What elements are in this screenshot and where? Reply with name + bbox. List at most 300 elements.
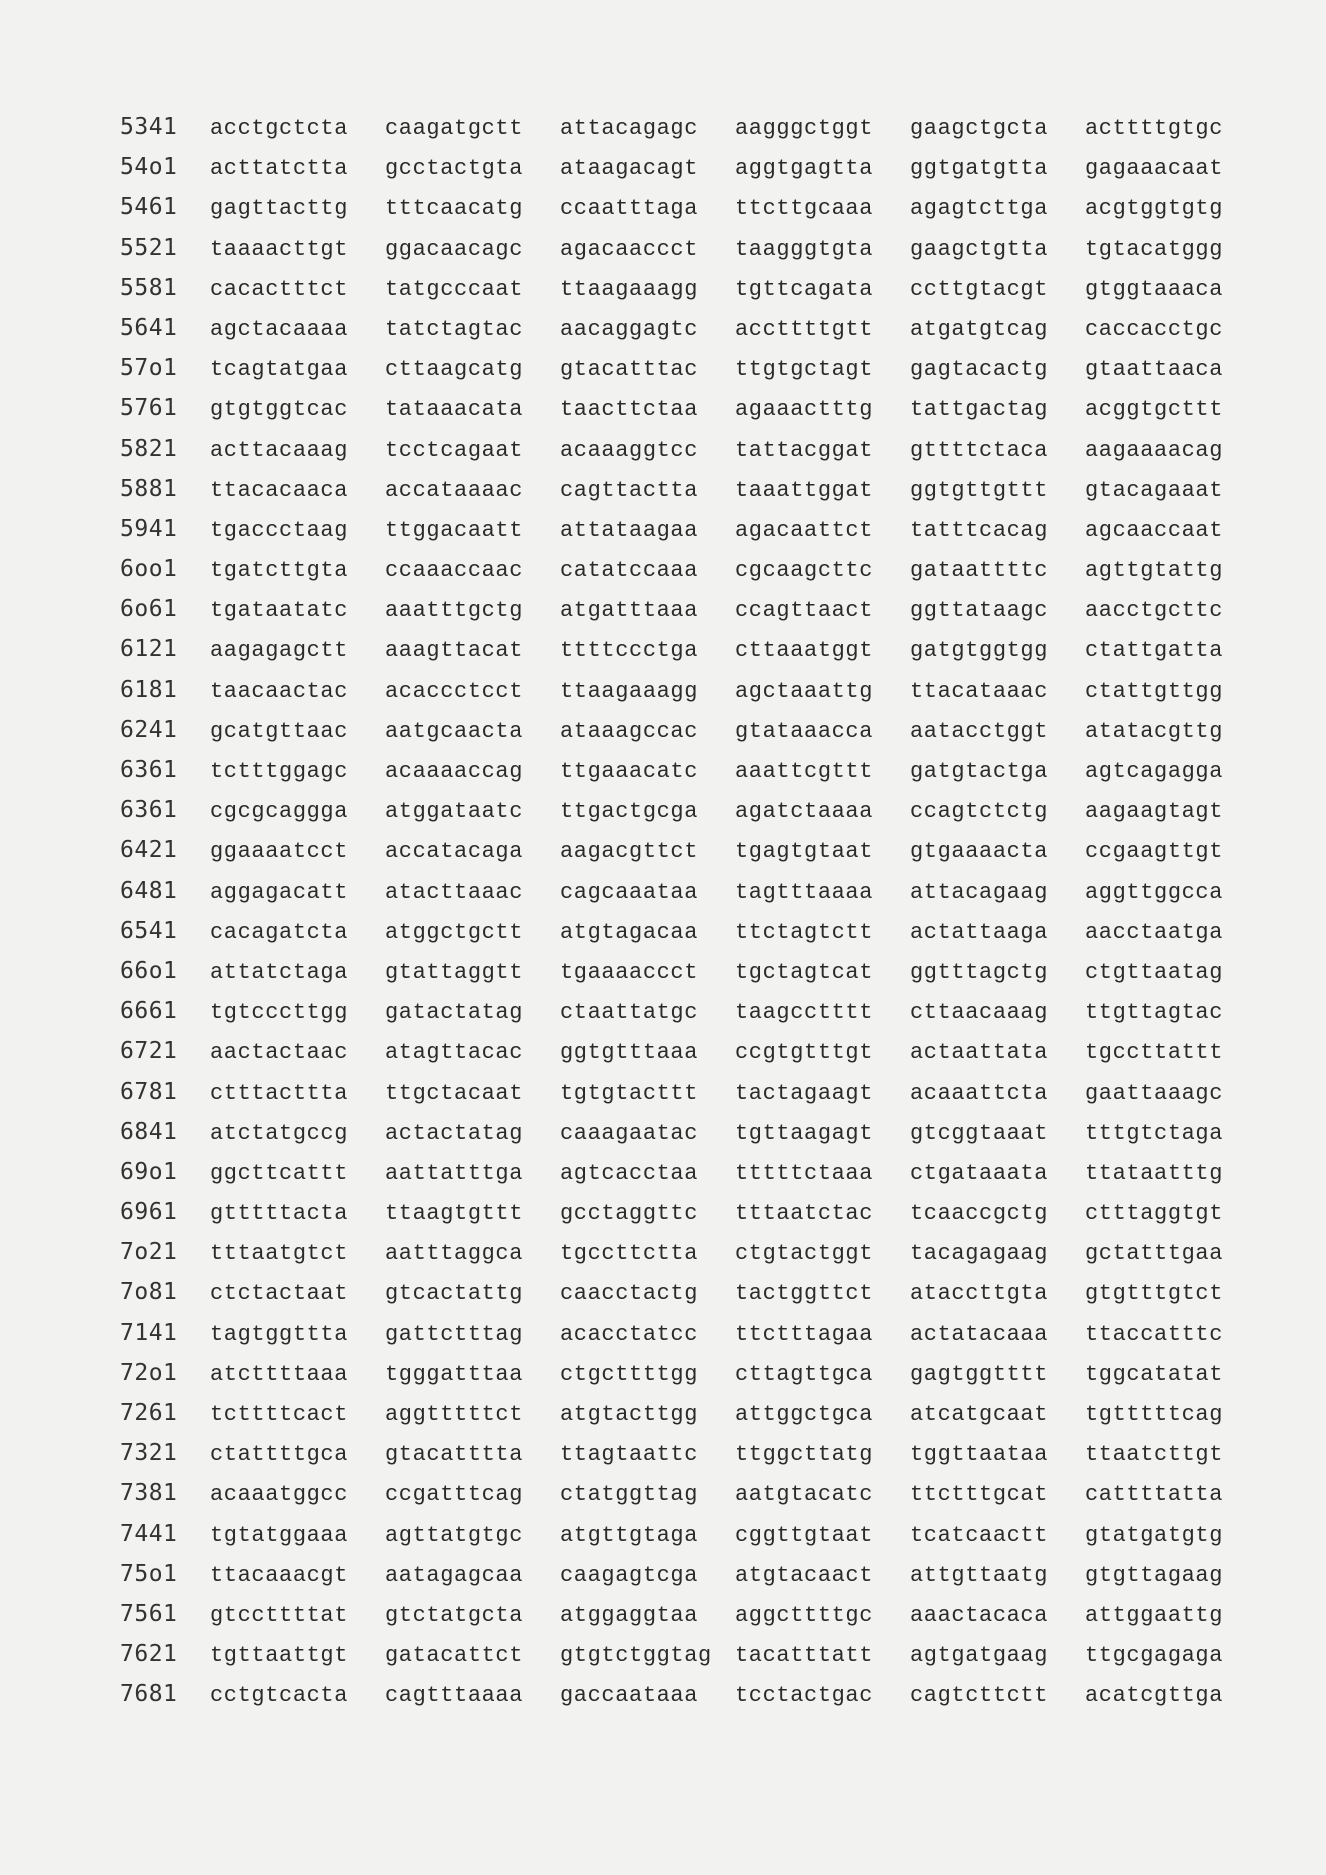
sequence-group: atcttttaaa [210, 1361, 349, 1387]
sequence-group: tattacggat [735, 437, 874, 463]
sequence-group: aatacctggt [910, 718, 1049, 744]
sequence-group: atgtacaact [735, 1562, 874, 1588]
sequence-group: gtccttttat [210, 1602, 349, 1628]
sequence-group: atgtacttgg [560, 1402, 699, 1427]
sequence-group: acctgctcta [210, 116, 349, 141]
sequence-group: tcctactgac [735, 1683, 874, 1709]
sequence-row [120, 1601, 1250, 1641]
sequence-group: aagggctggt [735, 116, 874, 141]
sequence-group: attataagaa [560, 517, 699, 543]
position-number: 6361 [120, 757, 178, 783]
sequence-group: aatgtacatc [735, 1482, 874, 1508]
sequence-group: ggacaacagc [385, 236, 524, 262]
sequence-group: tgatcttgta [210, 558, 349, 584]
position-number: 6121 [120, 636, 178, 663]
sequence-group: gagtacactg [910, 357, 1049, 383]
sequence-group: atgtagacaa [560, 919, 699, 945]
sequence-group: acaaatggcc [210, 1482, 349, 1508]
sequence-group: attacagagc [560, 116, 699, 141]
sequence-row [120, 1159, 1250, 1199]
sequence-group: acttacaaag [210, 437, 349, 463]
sequence-group: accataaaac [385, 477, 524, 503]
sequence-group: aagagagctt [210, 638, 349, 664]
sequence-group: tagtttaaaa [735, 879, 874, 905]
position-number: 69o1 [120, 1158, 178, 1185]
sequence-group: acaaaaccag [385, 759, 524, 784]
sequence-group: attggaattg [1085, 1602, 1224, 1628]
sequence-group: tgggatttaa [385, 1361, 524, 1387]
position-number: 72o1 [120, 1359, 178, 1386]
sequence-row [120, 958, 1250, 998]
sequence-group: ttgtgctagt [735, 357, 874, 383]
sequence-group: gctatttgaa [1085, 1241, 1224, 1267]
sequence-group: aacctgcttc [1085, 598, 1224, 624]
position-number: 75o1 [120, 1560, 178, 1587]
sequence-group: gtcggtaaat [910, 1120, 1049, 1146]
sequence-group: taagcctttt [735, 1000, 874, 1026]
sequence-group: aatgcaacta [385, 718, 524, 744]
sequence-row [120, 1279, 1250, 1319]
sequence-group: tgccttattt [1085, 1040, 1224, 1066]
sequence-group: gcatgttaac [210, 718, 349, 744]
position-number: 6841 [120, 1118, 178, 1145]
position-number: 6421 [120, 837, 178, 864]
sequence-group: ccgatttcag [385, 1482, 524, 1508]
sequence-group: agacaaccct [560, 236, 699, 262]
sequence-group: gaattaaagc [1085, 1080, 1224, 1106]
sequence-group: cacagatcta [210, 919, 349, 945]
sequence-group: cttaacaaag [910, 1000, 1049, 1026]
sequence-group: gtacatttta [385, 1442, 524, 1468]
sequence-group: acttatctta [210, 156, 349, 182]
sequence-group: catatccaaa [560, 558, 699, 584]
sequence-group: ggtgttgttt [910, 477, 1049, 503]
sequence-group: caaagaatac [560, 1120, 699, 1146]
sequence-group: ctgataaata [910, 1160, 1049, 1186]
sequence-group: tactggttct [735, 1281, 874, 1307]
sequence-group: tagtggttta [210, 1321, 349, 1347]
sequence-group: ctctactaat [210, 1281, 349, 1307]
sequence-group: aaattcgttt [735, 759, 874, 784]
sequence-group: tacagagaag [910, 1241, 1049, 1267]
sequence-group: tattgactag [910, 397, 1049, 423]
sequence-group: ggcttcattt [210, 1160, 349, 1186]
position-number: 5581 [120, 274, 178, 301]
sequence-group: cggttgtaat [735, 1522, 874, 1548]
sequence-group: cgcaagcttc [735, 558, 874, 584]
sequence-group: tatctagtac [385, 316, 524, 342]
sequence-group: aactactaac [210, 1040, 349, 1066]
sequence-group: tttaatctac [735, 1201, 874, 1227]
sequence-row [120, 114, 1250, 154]
position-number: 7o21 [120, 1239, 178, 1266]
sequence-group: atatacgttg [1085, 718, 1224, 744]
sequence-row [120, 154, 1250, 194]
sequence-group: tgaccctaag [210, 517, 349, 543]
sequence-row [120, 1561, 1250, 1601]
sequence-group: agctacaaaa [210, 316, 349, 342]
sequence-row [120, 1360, 1250, 1400]
sequence-group: ggttataagc [910, 598, 1049, 624]
sequence-group: cttaaatggt [735, 638, 874, 664]
sequence-group: gtaattaaca [1085, 357, 1224, 383]
sequence-group: gtcactattg [385, 1281, 524, 1307]
position-number: 7261 [120, 1400, 178, 1426]
sequence-row [120, 235, 1250, 275]
position-number: 5641 [120, 314, 178, 341]
sequence-row [120, 395, 1250, 435]
sequence-group: actaattata [910, 1040, 1049, 1066]
sequence-group: attacagaag [910, 879, 1049, 905]
sequence-group: ggtgatgtta [910, 156, 1049, 182]
sequence-group: tataaacata [385, 397, 524, 423]
sequence-group: attggctgca [735, 1402, 874, 1427]
position-number: 5761 [120, 395, 178, 422]
position-number: 6361 [120, 797, 178, 824]
sequence-group: aaactacaca [910, 1602, 1049, 1628]
sequence-group: tatgcccaat [385, 276, 524, 302]
sequence-group: cacactttct [210, 276, 349, 302]
sequence-group: gtacatttac [560, 357, 699, 383]
sequence-group: gtgttagaag [1085, 1562, 1224, 1588]
sequence-group: gatactatag [385, 1000, 524, 1026]
position-number: 7681 [120, 1681, 178, 1708]
sequence-group: aacaggagtc [560, 316, 699, 342]
sequence-group: taagggtgta [735, 236, 874, 262]
position-number: 6721 [120, 1038, 178, 1065]
sequence-group: tttttctaaa [735, 1160, 874, 1186]
sequence-row [120, 1440, 1250, 1480]
sequence-group: aagacgttct [560, 839, 699, 865]
sequence-row [120, 1239, 1250, 1279]
sequence-group: cttagttgca [735, 1361, 874, 1387]
sequence-row [120, 315, 1250, 355]
sequence-group: gtatgatgtg [1085, 1522, 1224, 1548]
sequence-group: ctttaggtgt [1085, 1201, 1224, 1227]
sequence-group: tgttaagagt [735, 1120, 874, 1146]
sequence-group: accttttgtt [735, 316, 874, 342]
sequence-group: gagttacttg [210, 196, 349, 222]
sequence-group: cattttatta [1085, 1482, 1224, 1508]
sequence-group: ttctttgcat [910, 1482, 1049, 1508]
sequence-group: tgccttctta [560, 1241, 699, 1267]
sequence-group: gtggtaaaca [1085, 276, 1224, 302]
sequence-group: ttaatcttgt [1085, 1442, 1224, 1468]
sequence-group: cgcgcaggga [210, 799, 349, 825]
position-number: 5341 [120, 114, 178, 140]
sequence-group: tggcatatat [1085, 1361, 1224, 1387]
sequence-group: ttaagaaagg [560, 276, 699, 302]
sequence-group: tgctagtcat [735, 959, 874, 985]
sequence-group: gttttctaca [910, 437, 1049, 463]
sequence-group: caagagtcga [560, 1562, 699, 1588]
sequence-group: tgaaaaccct [560, 959, 699, 985]
position-number: 5821 [120, 435, 178, 462]
sequence-group: attgttaatg [910, 1562, 1049, 1588]
sequence-group: acaaaggtcc [560, 437, 699, 463]
sequence-group: ctattgatta [1085, 638, 1224, 664]
sequence-row [120, 596, 1250, 636]
position-number: 66o1 [120, 957, 178, 984]
position-number: 7381 [120, 1480, 178, 1507]
sequence-group: tgtacatggg [1085, 236, 1224, 262]
sequence-group: gtgtctggtag [560, 1643, 712, 1669]
sequence-row [120, 1079, 1250, 1119]
sequence-group: aaatttgctg [385, 598, 524, 624]
sequence-group: ctatggttag [560, 1482, 699, 1508]
sequence-group: ttacataaac [910, 678, 1049, 704]
sequence-group: ttgctacaat [385, 1080, 524, 1106]
sequence-group: taaattggat [735, 477, 874, 503]
sequence-row [120, 677, 1250, 717]
position-number: 57o1 [120, 355, 178, 382]
sequence-row [120, 636, 1250, 676]
sequence-group: tcttttcact [210, 1402, 349, 1427]
sequence-group: aggtttttct [385, 1402, 524, 1427]
sequence-group: aagaaaacag [1085, 437, 1224, 463]
sequence-group: acaaattcta [910, 1080, 1049, 1106]
sequence-group: ctattttgca [210, 1442, 349, 1468]
sequence-group: gtgtggtcac [210, 397, 349, 423]
sequence-group: ctaattatgc [560, 1000, 699, 1026]
sequence-group: ttgactgcga [560, 799, 699, 825]
sequence-group: tttcaacatg [385, 196, 524, 222]
sequence-group: gatgtactga [910, 759, 1049, 784]
sequence-group: gaagctgtta [910, 236, 1049, 262]
sequence-group: atgatgtcag [910, 316, 1049, 342]
sequence-row [120, 757, 1250, 797]
sequence-group: ccaatttaga [560, 196, 699, 222]
position-number: 7441 [120, 1520, 178, 1547]
sequence-group: gtgtttgtct [1085, 1281, 1224, 1307]
sequence-group: aggcttttgc [735, 1602, 874, 1628]
sequence-group: atggataatc [385, 799, 524, 825]
sequence-row [120, 837, 1250, 877]
sequence-group: cagttactta [560, 477, 699, 503]
sequence-group: cagcaaataa [560, 879, 699, 905]
sequence-group: ccagtctctg [910, 799, 1049, 825]
sequence-group: acaccctcct [385, 678, 524, 704]
sequence-group: gtattaggtt [385, 959, 524, 985]
sequence-group: ttggacaatt [385, 517, 524, 543]
sequence-group: actactatag [385, 1120, 524, 1146]
sequence-row [120, 1119, 1250, 1159]
sequence-group: cttaagcatg [385, 357, 524, 383]
sequence-group: ttagtaattc [560, 1442, 699, 1468]
sequence-group: ccgtgtttgt [735, 1040, 874, 1066]
sequence-row [120, 1641, 1250, 1681]
sequence-group: taacaactac [210, 678, 349, 704]
sequence-group: gaagctgcta [910, 116, 1049, 141]
sequence-group: ttaagaaagg [560, 678, 699, 704]
sequence-group: gtctatgcta [385, 1602, 524, 1628]
sequence-group: tgttaattgt [210, 1643, 349, 1669]
sequence-row [120, 878, 1250, 918]
sequence-group: ctgtactggt [735, 1241, 874, 1267]
sequence-group: aatagagcaa [385, 1562, 524, 1588]
sequence-group: aggttggcca [1085, 879, 1224, 905]
sequence-group: aggagacatt [210, 879, 349, 905]
position-number: 7141 [120, 1319, 178, 1346]
sequence-group: gagaaacaat [1085, 156, 1224, 182]
sequence-group: tggttaataa [910, 1442, 1049, 1468]
sequence-group: ttgcgagaga [1085, 1643, 1224, 1669]
sequence-group: agttgtattg [1085, 558, 1224, 584]
sequence-group: ggtttagctg [910, 959, 1049, 985]
position-number: 5881 [120, 475, 178, 502]
sequence-group: taacttctaa [560, 397, 699, 423]
sequence-group: accatacaga [385, 839, 524, 865]
sequence-group: acacctatcc [560, 1321, 699, 1347]
sequence-group: cagtcttctt [910, 1683, 1049, 1709]
sequence-row [120, 1480, 1250, 1520]
sequence-group: atggctgctt [385, 919, 524, 945]
sequence-group: ttaccatttc [1085, 1321, 1224, 1347]
sequence-group: agtcagagga [1085, 759, 1224, 784]
sequence-row [120, 436, 1250, 476]
sequence-group: gataattttc [910, 558, 1049, 584]
sequence-group: tacatttatt [735, 1643, 874, 1669]
sequence-group: agcaaccaat [1085, 517, 1224, 543]
sequence-group: agtcacctaa [560, 1160, 699, 1186]
sequence-group: ctattgttgg [1085, 678, 1224, 704]
position-number: 7321 [120, 1440, 178, 1467]
sequence-row [120, 717, 1250, 757]
position-number: 54o1 [120, 154, 178, 181]
sequence-group: ccagttaact [735, 598, 874, 624]
sequence-group: tgtcccttgg [210, 1000, 349, 1026]
sequence-group: agctaaattg [735, 678, 874, 704]
sequence-row [120, 194, 1250, 234]
sequence-group: atggaggtaa [560, 1602, 699, 1628]
sequence-group: ctttacttta [210, 1080, 349, 1106]
sequence-group: aaagttacat [385, 638, 524, 664]
sequence-row [120, 1038, 1250, 1078]
sequence-group: ttctagtctt [735, 919, 874, 945]
sequence-group: ggaaaatcct [210, 839, 349, 865]
sequence-group: ttaagtgttt [385, 1201, 524, 1227]
sequence-group: aggtgagtta [735, 156, 874, 182]
sequence-group: acggtgcttt [1085, 397, 1224, 423]
sequence-group: caagatgctt [385, 116, 524, 141]
sequence-group: ttgaaacatc [560, 759, 699, 784]
sequence-group: gtgaaaacta [910, 839, 1049, 865]
sequence-group: tgtttttcag [1085, 1402, 1224, 1427]
sequence-group: tttaatgtct [210, 1241, 349, 1267]
sequence-group: caacctactg [560, 1281, 699, 1307]
sequence-group: tcaaccgctg [910, 1201, 1049, 1227]
sequence-row [120, 1320, 1250, 1360]
sequence-row [120, 797, 1250, 837]
sequence-group: aacctaatga [1085, 919, 1224, 945]
sequence-group: tttgtctaga [1085, 1120, 1224, 1146]
sequence-row [120, 1521, 1250, 1561]
sequence-group: tgagtgtaat [735, 839, 874, 865]
sequence-group: gatacattct [385, 1643, 524, 1669]
sequence-group: acatcgttga [1085, 1683, 1224, 1709]
sequence-group: tctttggagc [210, 759, 349, 784]
sequence-group: cagtttaaaa [385, 1683, 524, 1709]
sequence-group: ggtgtttaaa [560, 1040, 699, 1066]
position-number: 5461 [120, 194, 178, 221]
sequence-group: aatttaggca [385, 1241, 524, 1267]
sequence-group: agtgatgaag [910, 1643, 1049, 1669]
sequence-listing [120, 114, 1250, 1722]
sequence-group: ataagacagt [560, 156, 699, 182]
sequence-group: aattatttga [385, 1160, 524, 1186]
sequence-group: actattaaga [910, 919, 1049, 945]
sequence-row [120, 918, 1250, 958]
position-number: 6oo1 [120, 556, 178, 583]
sequence-group: gtacagaaat [1085, 477, 1224, 503]
sequence-group: ccgaagttgt [1085, 839, 1224, 865]
sequence-group: atgatttaaa [560, 598, 699, 624]
sequence-group: gcctaggttc [560, 1201, 699, 1227]
sequence-group: tgataatatc [210, 598, 349, 624]
position-number: 6541 [120, 917, 178, 944]
sequence-group: caccacctgc [1085, 316, 1224, 342]
position-number: 6241 [120, 716, 178, 743]
position-number: 6781 [120, 1078, 178, 1105]
sequence-group: atcatgcaat [910, 1402, 1049, 1427]
sequence-group: atacttaaac [385, 879, 524, 905]
position-number: 6o61 [120, 596, 178, 623]
position-number: 6181 [120, 676, 178, 703]
sequence-group: gcctactgta [385, 156, 524, 182]
sequence-group: ccaaaccaac [385, 558, 524, 584]
position-number: 6481 [120, 877, 178, 904]
sequence-group: tgttcagata [735, 276, 874, 302]
sequence-group: ttttccctga [560, 638, 699, 664]
sequence-group: tgtgtacttt [560, 1080, 699, 1106]
sequence-group: taaaacttgt [210, 236, 349, 262]
sequence-group: agacaattct [735, 517, 874, 543]
sequence-row [120, 556, 1250, 596]
sequence-group: ctgttaatag [1085, 959, 1224, 985]
position-number: 5521 [120, 234, 178, 261]
sequence-group: atagttacac [385, 1040, 524, 1066]
sequence-group: ttggcttatg [735, 1442, 874, 1468]
sequence-row [120, 1400, 1250, 1440]
sequence-group: ttctttagaa [735, 1321, 874, 1347]
sequence-group: gtataaacca [735, 718, 874, 744]
sequence-group: gagtggtttt [910, 1361, 1049, 1387]
sequence-group: ccttgtacgt [910, 276, 1049, 302]
sequence-group: acgtggtgtg [1085, 196, 1224, 222]
sequence-group: agttatgtgc [385, 1522, 524, 1548]
sequence-group: agatctaaaa [735, 799, 874, 825]
sequence-group: ataaagccac [560, 718, 699, 744]
sequence-group: agagtcttga [910, 196, 1049, 222]
sequence-group: ataccttgta [910, 1281, 1049, 1307]
sequence-group: ttataatttg [1085, 1160, 1224, 1186]
sequence-row [120, 998, 1250, 1038]
sequence-row [120, 355, 1250, 395]
sequence-group: tgtatggaaa [210, 1522, 349, 1548]
sequence-group: ttacaaacgt [210, 1562, 349, 1588]
sequence-group: gaccaataaa [560, 1683, 699, 1709]
sequence-row [120, 275, 1250, 315]
sequence-row [120, 516, 1250, 556]
sequence-group: tcctcagaat [385, 437, 524, 463]
sequence-group: acttttgtgc [1085, 116, 1224, 141]
sequence-group: aagaagtagt [1085, 799, 1224, 825]
sequence-group: ttgttagtac [1085, 1000, 1224, 1026]
position-number: 6961 [120, 1199, 178, 1226]
position-number: 5941 [120, 515, 178, 542]
sequence-group: gtttttacta [210, 1201, 349, 1227]
sequence-group: gatgtggtgg [910, 638, 1049, 664]
